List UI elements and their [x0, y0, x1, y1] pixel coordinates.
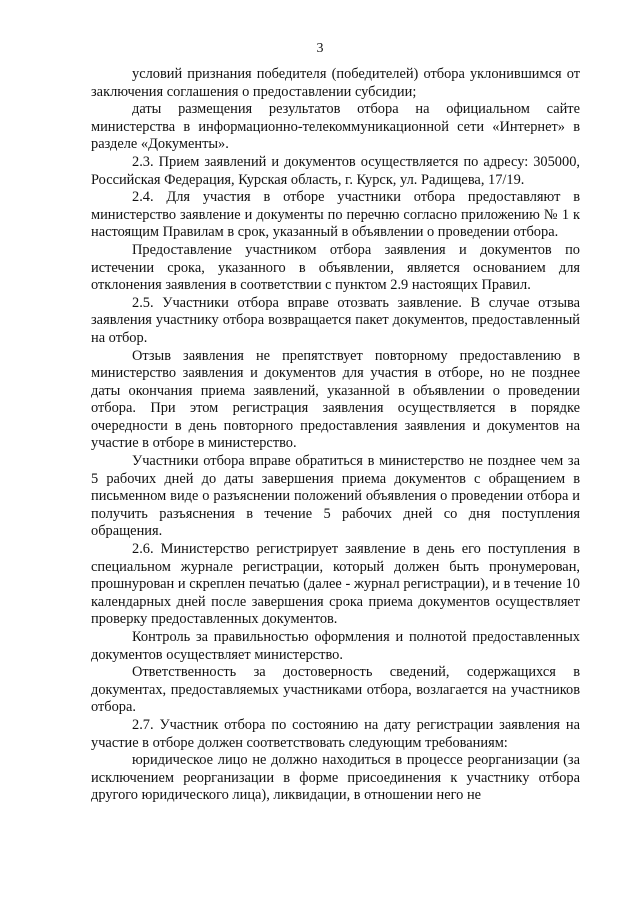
paragraph-clarification: Участники отбора вправе обратиться в министерство не позднее чем за 5 рабочих дней до даты завершения приема документов с обращением в письменном виде о разъяснении положений объявления о проведении отбора и получить разъяснения в течение 5 рабочих дней со дня поступления обращения.: [91, 453, 580, 540]
paragraph-2-6-registration: 2.6. Министерство регистрирует заявление в день его поступления в специальном журнале регистрации, который должен быть пронумерован, прошнурован и скреплен печатью (далее - журнал регистрации), и в течение 10 календарных дней после завершения срока приема документов осуществляет проверку предоставленных документов.: [91, 541, 580, 628]
page-number: 3: [316, 41, 324, 56]
paragraph-responsibility: Ответственность за достоверность сведений, содержащихся в документах, предоставляемых участниками отбора, возлагается на участников отбора.: [91, 664, 580, 716]
paragraph-late-submission: Предоставление участником отбора заявления и документов по истечении срока, указанного в объявлении, является основанием для отклонения заявления в соответствии с пунктом 2.9 настоящих Правил.: [91, 241, 580, 294]
paragraph-resubmission: Отзыв заявления не препятствует повторному предоставлению в министерство заявления и документов для участия в отборе, но не позднее даты окончания приема заявлений, указанной в объявлении о проведении отбора. При этом регистрация заявления осуществляется в порядке очередности в день повторного предоставления заявления и документов на участие в отборе в министерство.: [91, 347, 580, 452]
paragraph-control: Контроль за правильностью оформления и полнотой предоставленных документов осуществляет министерство.: [91, 629, 580, 663]
paragraph-conditions-winner: условий признания победителя (победителей) отбора уклонившимся от заключения соглашения о предоставлении субсидии;: [91, 66, 580, 100]
paragraph-legal-entity: юридическое лицо не должно находиться в процессе реорганизации (за исключением реорганизации в форме присоединения к участнику отбора другого юридического лица), ликвидации, в отношении него не: [91, 752, 580, 804]
paragraph-2-5-withdrawal: 2.5. Участники отбора вправе отозвать заявление. В случае отзыва заявления участнику отбора возвращается пакет документов, предоставленный на отбор.: [91, 294, 580, 346]
paragraph-results-dates: даты размещения результатов отбора на официальном сайте министерства в информационно-телекоммуникационной сети «Интернет» в разделе «Документы».: [91, 101, 580, 153]
paragraph-2-4-participation: 2.4. Для участия в отборе участники отбора предоставляют в министерство заявление и документы по перечню согласно приложению № 1 к настоящим Правилам в срок, указанный в объявлении о проведении отбора.: [91, 189, 580, 241]
document-body: [91, 66, 580, 805]
paragraph-2-7-requirements: 2.7. Участник отбора по состоянию на дату регистрации заявления на участие в отборе должен соответствовать следующим требованиям:: [91, 716, 580, 751]
paragraph-2-3-address: 2.3. Прием заявлений и документов осуществляется по адресу: 305000, Российская Федерация, Курская область, г. Курск, ул. Радищева, 17/19.: [91, 153, 580, 188]
